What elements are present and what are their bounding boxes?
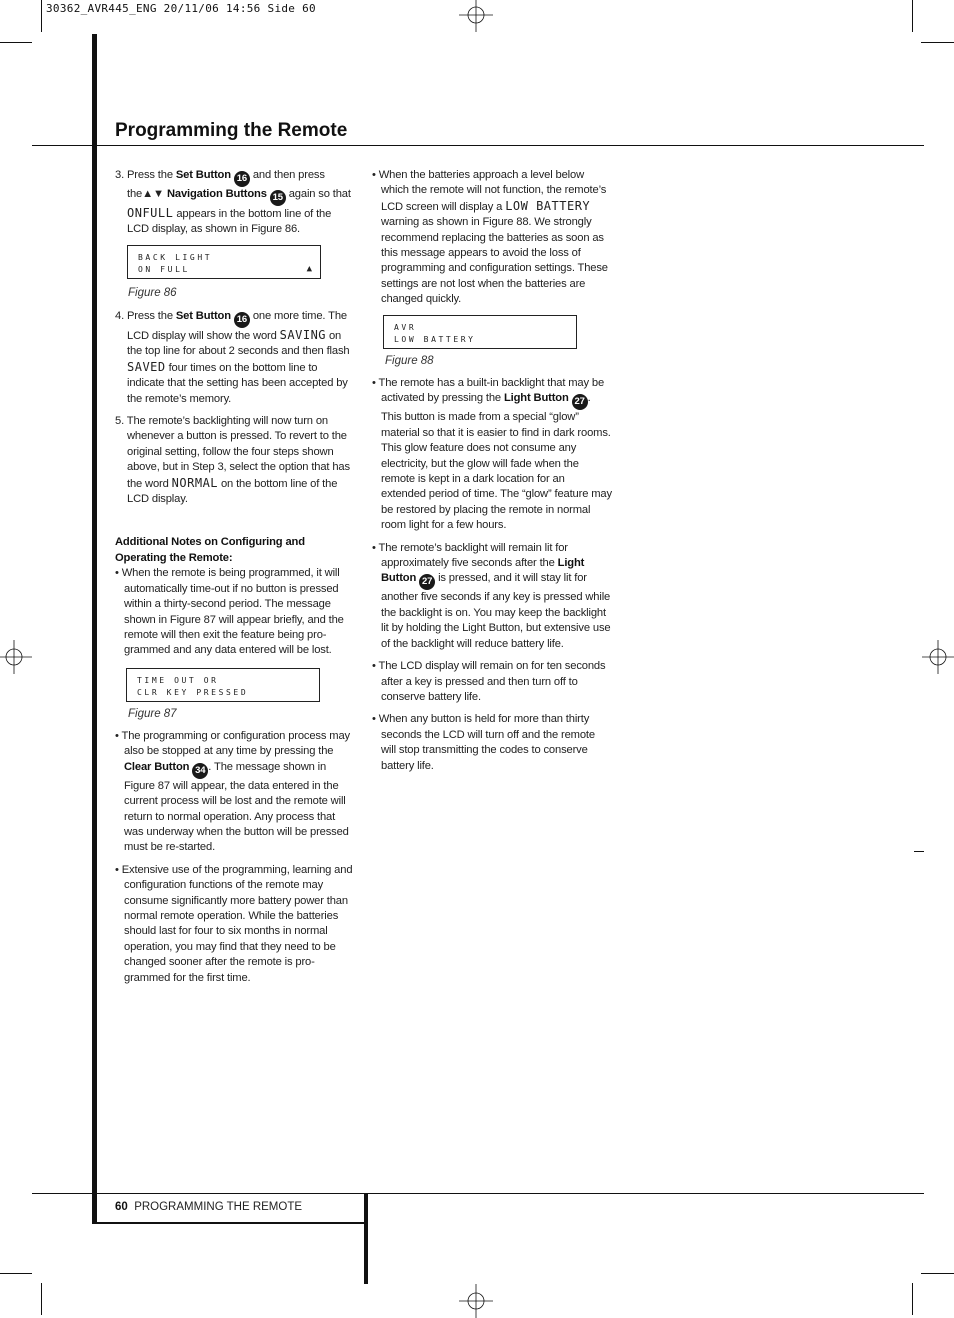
lcd-figure-87	[126, 668, 320, 702]
left-column	[115, 168, 355, 238]
light-button-label: Light Button	[503, 392, 569, 405]
crop-mark-tl-h	[0, 42, 32, 43]
bullet-item	[372, 541, 612, 652]
section-subheading: Additional Notes on Configuring and Operating the Remote:	[115, 536, 305, 564]
bullet-text: • The remote has a built-in backlight that may be activated by pressing the	[372, 377, 605, 405]
bullet-text: warning as shown in Figure 88. We strongly recommend replacing the batteries as soon as this message appears to avoid the loss of programming and configuration settings. These settings are not lost when the batteries are changed quickly.	[381, 216, 608, 306]
lcd-line-1: TIME OUT OR	[137, 676, 219, 685]
bullet-item	[372, 168, 612, 308]
bullet-text: is pressed, and it will stay lit for another five seconds if any key is pressed while the backlight is on. You may keep the backlight lit by holding the Light Button, but extensive use of the backlight will reduce battery life.	[381, 572, 611, 650]
step-text: on the top line for about 2 seconds and then flash	[127, 330, 350, 358]
up-down-arrows-icon: ▲▼	[142, 188, 164, 200]
lcd-word: LOW BATTERY	[505, 198, 591, 213]
footer-rule-top	[32, 1193, 924, 1194]
crop-mark-br-h	[921, 1273, 954, 1274]
step-text: one more time. The LCD display will show the word	[127, 310, 347, 342]
figure-88-caption: Figure 88	[385, 355, 434, 367]
lcd-word: ONFULL	[127, 206, 174, 220]
bullet-item	[115, 729, 355, 856]
lcd-line-1: BACK LIGHT	[138, 253, 213, 262]
step-text: again so that	[285, 188, 351, 200]
clear-button-label: Clear Button	[124, 760, 190, 773]
callout-number-icon: 27	[572, 394, 588, 410]
step-text: Press the	[127, 310, 176, 322]
crop-mark-tr-h	[921, 42, 954, 43]
page-footer	[115, 1201, 302, 1213]
lcd-arrow-icon: ▲	[306, 263, 312, 274]
lcd-line-2: ON FULL	[138, 264, 190, 274]
bullet-item: • The LCD display will remain on for ten seconds after a key is pressed and then turn off to conserve battery life.	[372, 660, 606, 703]
step-text: appears in the bottom line of the LCD display, as shown in Figure 86.	[127, 208, 332, 236]
left-column-bullets	[115, 729, 355, 986]
figure-86-caption: Figure 86	[128, 287, 177, 299]
step-number: 4.	[115, 310, 125, 322]
footer-section-label: PROGRAMMING THE REMOTE	[134, 1201, 303, 1213]
step-3	[115, 168, 355, 238]
light-button-label: Light Button	[381, 557, 585, 585]
bullet-text: . This button is made from a special “glow” material so that it is easier to find in dark rooms. This glow feature does not consume any electricity, but the glow will fade when the remote is kept in a dark location for an extended period of time. The “glow” feature may be restored by placing the remote in normal room light for a few hours.	[381, 392, 612, 532]
crop-mark-tl-v	[41, 0, 42, 32]
lcd-line-1: AVR	[394, 323, 417, 332]
set-button-label: Set Button	[175, 169, 231, 181]
crop-mark-right-mid	[914, 851, 924, 852]
title-rule	[32, 145, 924, 146]
registration-mark-top-icon	[459, 0, 493, 34]
footer-divider-bar	[364, 1194, 368, 1284]
step-text: four times on the bottom line to indicate that the setting has been accepted by the remote’s memory.	[127, 361, 348, 405]
step-text: and then press the	[127, 169, 325, 200]
bullet-text: • When the batteries approach a level below which the remote will not function, the remote’s LCD screen will display a	[372, 169, 607, 213]
bullet-item	[372, 376, 612, 534]
print-slug: 30362_AVR445_ENG 20/11/06 14:56 Side 60	[46, 2, 316, 15]
step-text: The remote’s backlighting will now turn on whenever a button is pressed. To revert to the original setting, follow the four steps shown above, but in Step 3, select the option that has the word	[126, 415, 350, 490]
right-column-bullets	[372, 376, 612, 774]
bullet-item: • When any button is held for more than thirty seconds the LCD will turn off and the remote will stop transmitting the codes to conserve battery life.	[372, 713, 595, 772]
lcd-word: SAVED	[127, 359, 166, 374]
lcd-line-2: CLR KEY PRESSED	[137, 687, 249, 697]
step-text: on the bottom line of the LCD display.	[127, 477, 338, 506]
crop-mark-tr-v	[912, 0, 913, 32]
lcd-word: NORMAL	[171, 475, 219, 490]
callout-number-icon: 15	[270, 190, 286, 206]
bullet-item: • Extensive use of the programming, learning and configuration functions of the remote may consume significantly more battery power than normal remote operation. While the batteries should last for four to six months in normal operation, you may find that they need to be changed sooner after the remote is pro-grammed for the first time.	[115, 863, 353, 984]
registration-mark-right-icon	[920, 640, 954, 674]
bullet-text: • The programming or configuration process may also be stopped at any time by pressing the	[115, 730, 350, 758]
left-margin-bar	[92, 34, 97, 1224]
page-number: 60	[115, 1201, 128, 1213]
callout-number-icon: 34	[192, 763, 208, 779]
lcd-figure-88	[383, 315, 577, 349]
step-number: 3.	[115, 169, 125, 181]
step-text: Press the	[127, 169, 176, 181]
registration-mark-left-icon	[0, 640, 34, 674]
crop-mark-bl-v	[41, 1283, 42, 1315]
left-column-steps	[115, 309, 355, 659]
crop-mark-br-v	[912, 1283, 913, 1315]
step-number: 5.	[115, 415, 125, 428]
lcd-line-2: LOW BATTERY	[394, 334, 476, 344]
registration-mark-bottom-icon	[459, 1284, 493, 1318]
figure-87-caption: Figure 87	[128, 708, 177, 720]
footer-rule-bottom	[92, 1222, 368, 1224]
lcd-figure-86	[127, 245, 321, 279]
step-5	[115, 414, 355, 507]
set-button-label: Set Button	[175, 310, 231, 322]
lcd-word: SAVING	[279, 328, 327, 342]
right-column	[372, 168, 612, 308]
step-4	[115, 309, 355, 407]
callout-number-icon: 16	[234, 312, 250, 328]
callout-number-icon: 27	[419, 574, 435, 590]
navigation-buttons-label: Navigation Buttons	[166, 188, 267, 200]
page-title: Programming the Remote	[115, 120, 348, 141]
callout-number-icon: 16	[234, 171, 250, 187]
bullet-text: • The remote’s backlight will remain lit for approximately five seconds after the	[372, 541, 568, 570]
crop-mark-bl-h	[0, 1273, 32, 1274]
bullet-item: • When the remote is being programmed, it will automatically time-out if no button is pressed within a thirty-second period. The message shown in Figure 87 will appear briefly, and the remote will then exit the feature being pro-grammed and any data entered will be lost.	[115, 567, 344, 657]
bullet-text: . The message shown in Figure 87 will appear, the data entered in the current process will be lost and the remote will return to normal operation. Any process that was underway when the button will be pressed must be re-started.	[124, 760, 349, 854]
